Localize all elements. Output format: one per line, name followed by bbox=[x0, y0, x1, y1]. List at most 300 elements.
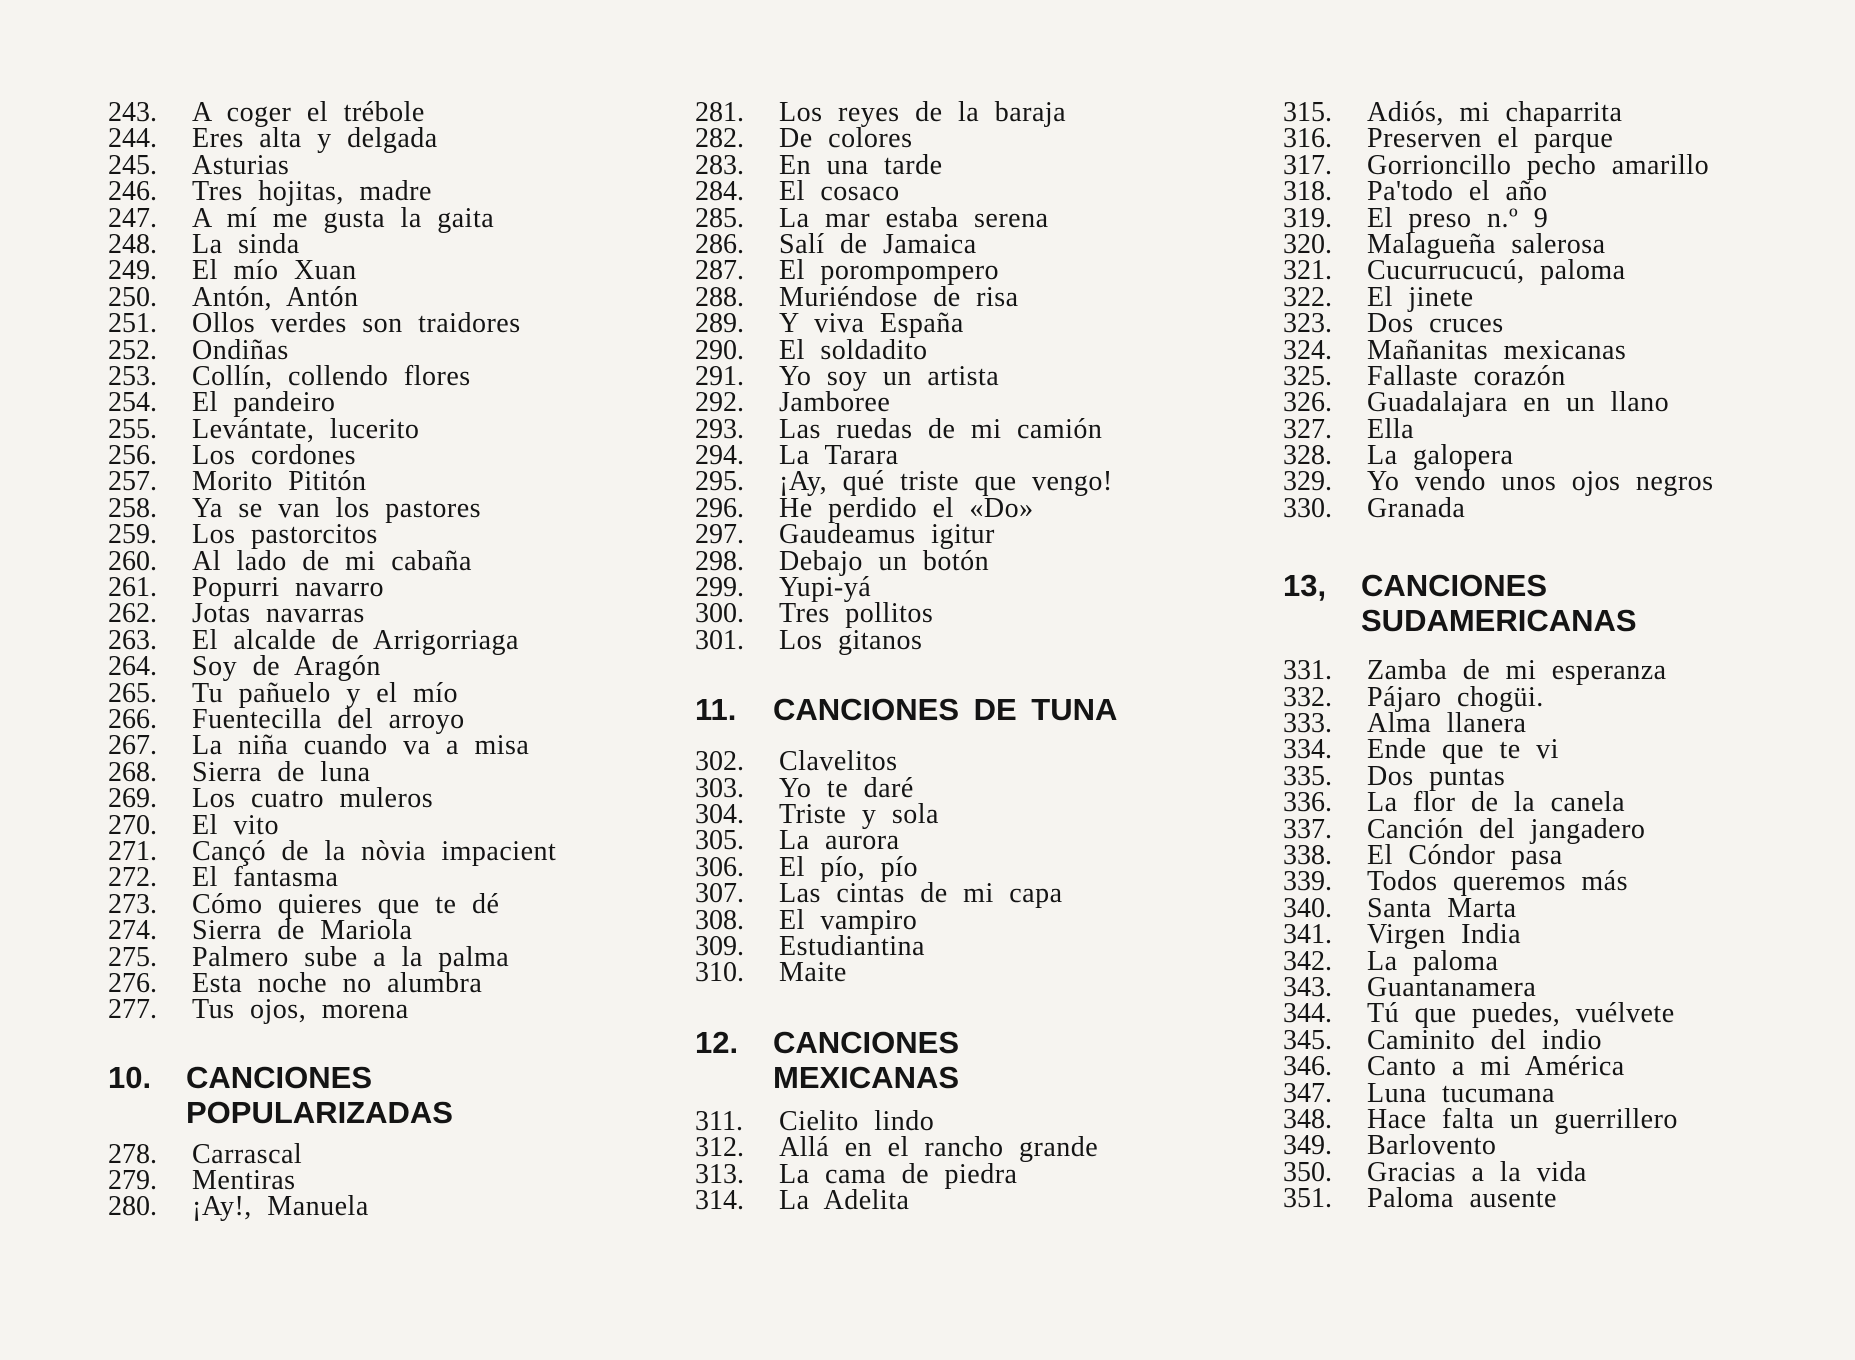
song-entry bbox=[108, 783, 556, 815]
song-title: El mío Xuan bbox=[192, 255, 357, 287]
song-title: Sierra de luna bbox=[192, 756, 371, 788]
song-number: 278. bbox=[108, 1138, 157, 1170]
song-number: 289. bbox=[695, 308, 744, 340]
song-number: 274. bbox=[108, 915, 157, 947]
song-entry bbox=[108, 994, 556, 1026]
song-title: Todos queremos más bbox=[1367, 866, 1629, 898]
song-number: 265. bbox=[108, 677, 157, 709]
song-title: Cielito lindo bbox=[779, 1105, 935, 1137]
song-title: La flor de la canela bbox=[1367, 787, 1626, 819]
song-title: De colores bbox=[779, 123, 913, 155]
song-number: 263. bbox=[108, 624, 157, 656]
song-title: Yupi-yá bbox=[779, 572, 872, 604]
song-title: La aurora bbox=[779, 825, 900, 857]
song-entry bbox=[695, 123, 1117, 155]
song-number: 331. bbox=[1283, 655, 1332, 687]
song-title: Los reyes de la baraja bbox=[779, 97, 1067, 128]
song-entry bbox=[108, 308, 556, 340]
song-number: 295. bbox=[695, 466, 744, 498]
song-title: Dos cruces bbox=[1367, 308, 1504, 340]
song-title: Guadalajara en un llano bbox=[1367, 387, 1670, 419]
song-number: 307. bbox=[695, 878, 744, 910]
song-entry bbox=[695, 746, 1117, 778]
song-title: Collín, collendo flores bbox=[192, 360, 471, 392]
song-number: 324. bbox=[1283, 334, 1332, 366]
section-title-line: CANCIONES bbox=[186, 1059, 373, 1095]
song-title: Carrascal bbox=[192, 1138, 303, 1170]
song-entry bbox=[1283, 492, 1714, 524]
song-number: 272. bbox=[108, 862, 157, 894]
song-number: 245. bbox=[108, 149, 157, 181]
song-number: 313. bbox=[695, 1158, 744, 1190]
song-number: 308. bbox=[695, 904, 744, 936]
song-title: Muriéndose de risa bbox=[779, 281, 1019, 313]
song-entry bbox=[695, 957, 1117, 989]
song-entry bbox=[108, 334, 556, 366]
song-entry bbox=[108, 598, 556, 630]
song-entry bbox=[108, 730, 556, 762]
section-title-line: CANCIONES DE TUNA bbox=[773, 692, 1118, 728]
song-entry bbox=[1283, 387, 1714, 419]
song-number: 252. bbox=[108, 334, 157, 366]
section-title bbox=[186, 1060, 453, 1130]
song-title: Adiós, mi chaparrita bbox=[1367, 97, 1623, 128]
song-title: Alma llanera bbox=[1367, 708, 1527, 740]
song-number: 285. bbox=[695, 202, 744, 234]
song-title: Zamba de mi esperanza bbox=[1367, 655, 1667, 687]
song-title: Al lado de mi cabaña bbox=[192, 545, 472, 577]
song-number: 350. bbox=[1283, 1156, 1332, 1188]
song-title: El vito bbox=[192, 809, 279, 841]
song-title: Maite bbox=[779, 957, 847, 989]
section-heading bbox=[1283, 568, 1714, 638]
song-number: 344. bbox=[1283, 998, 1332, 1030]
song-number: 281. bbox=[695, 97, 744, 128]
song-number: 294. bbox=[695, 440, 744, 472]
song-entry bbox=[695, 545, 1117, 577]
song-number: 270. bbox=[108, 809, 157, 841]
song-title: Tres pollitos bbox=[779, 598, 934, 630]
song-entry bbox=[1283, 1103, 1714, 1135]
song-number: 276. bbox=[108, 967, 157, 999]
song-title: La sinda bbox=[192, 228, 300, 260]
song-title: Ollos verdes son traidores bbox=[192, 308, 521, 340]
song-title: Gracias a la vida bbox=[1367, 1156, 1587, 1188]
song-number: 275. bbox=[108, 941, 157, 973]
song-title: Yo vendo unos ojos negros bbox=[1367, 466, 1714, 498]
song-title: Palmero sube a la palma bbox=[192, 941, 510, 973]
song-title: Cançó de la nòvia impacient bbox=[192, 835, 557, 867]
song-entry bbox=[1283, 787, 1714, 819]
song-entry bbox=[1283, 255, 1714, 287]
song-number: 284. bbox=[695, 176, 744, 208]
song-number: 333. bbox=[1283, 708, 1332, 740]
song-number: 249. bbox=[108, 255, 157, 287]
song-entry bbox=[1283, 866, 1714, 898]
song-entry bbox=[695, 825, 1117, 857]
song-number: 319. bbox=[1283, 202, 1332, 234]
song-list bbox=[695, 97, 1117, 656]
song-number: 260. bbox=[108, 545, 157, 577]
song-title: Antón, Antón bbox=[192, 281, 359, 313]
song-number: 300. bbox=[695, 598, 744, 630]
song-title: Jamboree bbox=[779, 387, 891, 419]
song-number: 310. bbox=[695, 957, 744, 989]
song-number: 335. bbox=[1283, 760, 1332, 792]
song-entry bbox=[695, 798, 1117, 830]
song-number: 322. bbox=[1283, 281, 1332, 313]
song-title: La niña cuando va a misa bbox=[192, 730, 530, 762]
song-number: 301. bbox=[695, 624, 744, 656]
song-title: Dos puntas bbox=[1367, 760, 1506, 792]
song-number: 257. bbox=[108, 466, 157, 498]
song-title: ¡Ay, qué triste que vengo! bbox=[779, 466, 1113, 498]
section-title bbox=[773, 692, 1117, 727]
song-number: 286. bbox=[695, 228, 744, 260]
section-title-line: MEXICANAS bbox=[773, 1059, 960, 1095]
song-title: Tu pañuelo y el mío bbox=[192, 677, 459, 709]
song-title: El jinete bbox=[1367, 281, 1474, 313]
song-title: Santa Marta bbox=[1367, 892, 1517, 924]
song-entry bbox=[108, 202, 556, 234]
song-number: 290. bbox=[695, 334, 744, 366]
song-number: 261. bbox=[108, 572, 157, 604]
song-number: 325. bbox=[1283, 360, 1332, 392]
song-number: 279. bbox=[108, 1165, 157, 1197]
section-title-line: POPULARIZADAS bbox=[186, 1094, 453, 1130]
song-number: 298. bbox=[695, 545, 744, 577]
song-title: Fuentecilla del arroyo bbox=[192, 703, 465, 735]
song-entry bbox=[695, 149, 1117, 181]
song-number: 283. bbox=[695, 149, 744, 181]
song-number: 320. bbox=[1283, 228, 1332, 260]
song-title: El vampiro bbox=[779, 904, 918, 936]
song-number: 256. bbox=[108, 440, 157, 472]
song-number: 329. bbox=[1283, 466, 1332, 498]
song-entry bbox=[108, 123, 556, 155]
section-title bbox=[1361, 568, 1637, 638]
song-entry bbox=[1283, 1051, 1714, 1083]
song-entry bbox=[1283, 1130, 1714, 1162]
song-title: Eres alta y delgada bbox=[192, 123, 438, 155]
song-entry bbox=[1283, 176, 1714, 208]
song-number: 340. bbox=[1283, 892, 1332, 924]
song-number: 318. bbox=[1283, 176, 1332, 208]
song-number: 345. bbox=[1283, 1024, 1332, 1056]
song-title: El pandeiro bbox=[192, 387, 336, 419]
song-number: 271. bbox=[108, 835, 157, 867]
song-entry bbox=[1283, 123, 1714, 155]
song-number: 266. bbox=[108, 703, 157, 735]
song-title: Las ruedas de mi camión bbox=[779, 413, 1103, 445]
song-title: Yo te daré bbox=[779, 772, 914, 804]
song-entry bbox=[695, 878, 1117, 910]
song-entry bbox=[108, 941, 556, 973]
song-title: Ya se van los pastores bbox=[192, 492, 482, 524]
song-entry bbox=[1283, 466, 1714, 498]
song-title: La Adelita bbox=[779, 1184, 910, 1216]
song-title: Cucurrucucú, paloma bbox=[1367, 255, 1626, 287]
song-number: 323. bbox=[1283, 308, 1332, 340]
song-title: La paloma bbox=[1367, 945, 1499, 977]
song-number: 303. bbox=[695, 772, 744, 804]
song-entry bbox=[695, 930, 1117, 962]
song-number: 251. bbox=[108, 308, 157, 340]
song-title: Barlovento bbox=[1367, 1130, 1497, 1162]
song-title: El cosaco bbox=[779, 176, 900, 208]
song-entry bbox=[108, 1138, 556, 1170]
song-title: A mí me gusta la gaita bbox=[192, 202, 495, 234]
song-entry bbox=[695, 176, 1117, 208]
song-title: Las cintas de mi capa bbox=[779, 878, 1063, 910]
song-entry bbox=[1283, 202, 1714, 234]
song-title: Jotas navarras bbox=[192, 598, 365, 630]
section-number: 12. bbox=[695, 1024, 739, 1060]
song-title: Tus ojos, morena bbox=[192, 994, 409, 1026]
song-number: 292. bbox=[695, 387, 744, 419]
song-entry bbox=[695, 1132, 1117, 1164]
song-number: 312. bbox=[695, 1132, 744, 1164]
song-entry bbox=[695, 904, 1117, 936]
song-number: 314. bbox=[695, 1184, 744, 1216]
song-number: 268. bbox=[108, 756, 157, 788]
song-number: 338. bbox=[1283, 839, 1332, 871]
song-number: 248. bbox=[108, 228, 157, 260]
song-title: Esta noche no alumbra bbox=[192, 967, 483, 999]
song-title: Granada bbox=[1367, 492, 1466, 524]
song-entry bbox=[1283, 655, 1714, 687]
song-title: Yo soy un artista bbox=[779, 360, 1000, 392]
song-title: El pío, pío bbox=[779, 851, 918, 883]
song-title: Canto a mi América bbox=[1367, 1051, 1625, 1083]
song-number: 317. bbox=[1283, 149, 1332, 181]
song-entry bbox=[1283, 945, 1714, 977]
section-number: 10. bbox=[108, 1059, 152, 1095]
song-number: 258. bbox=[108, 492, 157, 524]
song-number: 259. bbox=[108, 519, 157, 551]
song-list bbox=[1283, 655, 1714, 1215]
song-entry bbox=[108, 915, 556, 947]
song-title: Canción del jangadero bbox=[1367, 813, 1646, 845]
song-number: 311. bbox=[695, 1105, 743, 1137]
song-entry bbox=[695, 202, 1117, 234]
section-title-line: CANCIONES bbox=[1361, 568, 1548, 604]
song-number: 253. bbox=[108, 360, 157, 392]
song-title: Tres hojitas, madre bbox=[192, 176, 432, 208]
column-1 bbox=[108, 97, 557, 1223]
song-number: 277. bbox=[108, 994, 157, 1026]
song-title: Guantanamera bbox=[1367, 971, 1537, 1003]
song-number: 287. bbox=[695, 255, 744, 287]
song-number: 302. bbox=[695, 746, 744, 778]
song-list bbox=[1283, 97, 1714, 524]
song-title: Allá en el rancho grande bbox=[779, 1132, 1099, 1164]
song-number: 269. bbox=[108, 783, 157, 815]
song-entry bbox=[695, 308, 1117, 340]
song-number: 336. bbox=[1283, 787, 1332, 819]
section-title-line: SUDAMERICANAS bbox=[1361, 603, 1637, 639]
song-title: Malagueña salerosa bbox=[1367, 228, 1606, 260]
song-title: Cómo quieres que te dé bbox=[192, 888, 500, 920]
song-entry bbox=[1283, 308, 1714, 340]
song-title: Mañanitas mexicanas bbox=[1367, 334, 1627, 366]
song-title: Gorrioncillo pecho amarillo bbox=[1367, 149, 1710, 181]
song-entry bbox=[1283, 998, 1714, 1030]
song-entry bbox=[695, 360, 1117, 392]
song-entry bbox=[108, 651, 556, 683]
song-title: Los gitanos bbox=[779, 624, 923, 656]
section-title-line: CANCIONES bbox=[773, 1024, 960, 1060]
song-number: 342. bbox=[1283, 945, 1332, 977]
song-title: Fallaste corazón bbox=[1367, 360, 1566, 392]
song-number: 348. bbox=[1283, 1103, 1332, 1135]
song-title: Preserven el parque bbox=[1367, 123, 1614, 155]
song-number: 291. bbox=[695, 360, 744, 392]
song-title: La mar estaba serena bbox=[779, 202, 1049, 234]
song-number: 299. bbox=[695, 572, 744, 604]
song-title: Soy de Aragón bbox=[192, 651, 381, 683]
song-title: La galopera bbox=[1367, 440, 1514, 472]
song-number: 346. bbox=[1283, 1051, 1332, 1083]
song-number: 328. bbox=[1283, 440, 1332, 472]
song-title: Pa'todo el año bbox=[1367, 176, 1548, 208]
song-number: 297. bbox=[695, 519, 744, 551]
song-title: Salí de Jamaica bbox=[779, 228, 977, 260]
song-title: Paloma ausente bbox=[1367, 1183, 1557, 1215]
song-number: 247. bbox=[108, 202, 157, 234]
song-entry bbox=[695, 1158, 1117, 1190]
song-number: 243. bbox=[108, 97, 157, 128]
song-number: 305. bbox=[695, 825, 744, 857]
song-number: 321. bbox=[1283, 255, 1332, 287]
song-number: 264. bbox=[108, 651, 157, 683]
song-entry bbox=[108, 519, 556, 551]
song-title: A coger el trébole bbox=[192, 97, 425, 128]
song-title: La Tarara bbox=[779, 440, 899, 472]
song-title: Virgen India bbox=[1367, 919, 1522, 951]
song-title: En una tarde bbox=[779, 149, 943, 181]
song-title: Ondiñas bbox=[192, 334, 289, 366]
song-number: 273. bbox=[108, 888, 157, 920]
song-title: El porompompero bbox=[779, 255, 1000, 287]
song-number: 280. bbox=[108, 1191, 157, 1223]
song-number: 334. bbox=[1283, 734, 1332, 766]
song-title: Ende que te vi bbox=[1367, 734, 1559, 766]
song-title: Clavelitos bbox=[779, 746, 898, 778]
song-number: 262. bbox=[108, 598, 157, 630]
song-title: El Cóndor pasa bbox=[1367, 839, 1563, 871]
song-title: Pájaro chogüi. bbox=[1367, 681, 1544, 713]
section-title bbox=[773, 1025, 959, 1095]
song-number: 349. bbox=[1283, 1130, 1332, 1162]
song-list bbox=[108, 97, 557, 1026]
song-entry bbox=[1283, 919, 1714, 951]
song-list bbox=[695, 746, 1117, 989]
song-title: El preso n.º 9 bbox=[1367, 202, 1549, 234]
song-number: 315. bbox=[1283, 97, 1332, 128]
song-title: Hace falta un guerrillero bbox=[1367, 1103, 1678, 1135]
song-number: 351. bbox=[1283, 1183, 1332, 1215]
song-title: Popurri navarro bbox=[192, 572, 385, 604]
song-entry bbox=[108, 809, 556, 841]
song-title: Sierra de Mariola bbox=[192, 915, 413, 947]
song-entry bbox=[108, 387, 556, 419]
song-title: Estudiantina bbox=[779, 930, 925, 962]
song-title: El soldadito bbox=[779, 334, 928, 366]
song-number: 246. bbox=[108, 176, 157, 208]
song-entry bbox=[108, 466, 556, 498]
column-3 bbox=[1283, 97, 1714, 1215]
song-entry bbox=[108, 1191, 556, 1223]
song-entry bbox=[695, 413, 1117, 445]
song-title: El alcalde de Arrigorriaga bbox=[192, 624, 519, 656]
song-entry bbox=[695, 1184, 1117, 1216]
song-entry bbox=[108, 862, 556, 894]
song-number: 330. bbox=[1283, 492, 1332, 524]
song-title: Morito Pititón bbox=[192, 466, 367, 498]
song-number: 347. bbox=[1283, 1077, 1332, 1109]
song-number: 296. bbox=[695, 492, 744, 524]
song-entry bbox=[695, 466, 1117, 498]
song-entry bbox=[695, 624, 1117, 656]
section-heading bbox=[108, 1060, 556, 1130]
song-title: Los cordones bbox=[192, 440, 357, 472]
song-list bbox=[108, 1138, 556, 1223]
song-entry bbox=[695, 519, 1117, 551]
song-title: Asturias bbox=[192, 149, 290, 181]
song-number: 343. bbox=[1283, 971, 1332, 1003]
song-number: 288. bbox=[695, 281, 744, 313]
song-entry bbox=[1283, 1183, 1714, 1215]
song-title: He perdido el «Do» bbox=[779, 492, 1034, 524]
song-title: Triste y sola bbox=[779, 798, 939, 830]
song-number: 339. bbox=[1283, 866, 1332, 898]
section-heading bbox=[695, 692, 1117, 727]
song-number: 341. bbox=[1283, 919, 1332, 951]
song-title: Mentiras bbox=[192, 1165, 296, 1197]
song-title: La cama de piedra bbox=[779, 1158, 1018, 1190]
song-number: 267. bbox=[108, 730, 157, 762]
song-number: 282. bbox=[695, 123, 744, 155]
song-number: 337. bbox=[1283, 813, 1332, 845]
song-entry bbox=[695, 598, 1117, 630]
song-title: Tú que puedes, vuélvete bbox=[1367, 998, 1675, 1030]
song-entry bbox=[1283, 1077, 1714, 1109]
song-title: Luna tucumana bbox=[1367, 1077, 1555, 1109]
song-title: Gaudeamus igitur bbox=[779, 519, 995, 551]
song-entry bbox=[108, 255, 556, 287]
song-number: 327. bbox=[1283, 413, 1332, 445]
song-title: Debajo un botón bbox=[779, 545, 990, 577]
song-title: Levántate, lucerito bbox=[192, 413, 420, 445]
song-title: Y viva España bbox=[779, 308, 964, 340]
song-number: 244. bbox=[108, 123, 157, 155]
song-number: 309. bbox=[695, 930, 744, 962]
section-number: 13, bbox=[1283, 568, 1327, 604]
song-number: 304. bbox=[695, 798, 744, 830]
song-number: 316. bbox=[1283, 123, 1332, 155]
song-entry bbox=[695, 255, 1117, 287]
song-number: 255. bbox=[108, 413, 157, 445]
song-entry bbox=[695, 334, 1117, 366]
section-number: 11. bbox=[695, 692, 737, 728]
song-title: Ella bbox=[1367, 413, 1415, 445]
song-title: El fantasma bbox=[192, 862, 339, 894]
section-heading bbox=[695, 1025, 1117, 1095]
song-number: 254. bbox=[108, 387, 157, 419]
song-number: 326. bbox=[1283, 387, 1332, 419]
song-number: 306. bbox=[695, 851, 744, 883]
